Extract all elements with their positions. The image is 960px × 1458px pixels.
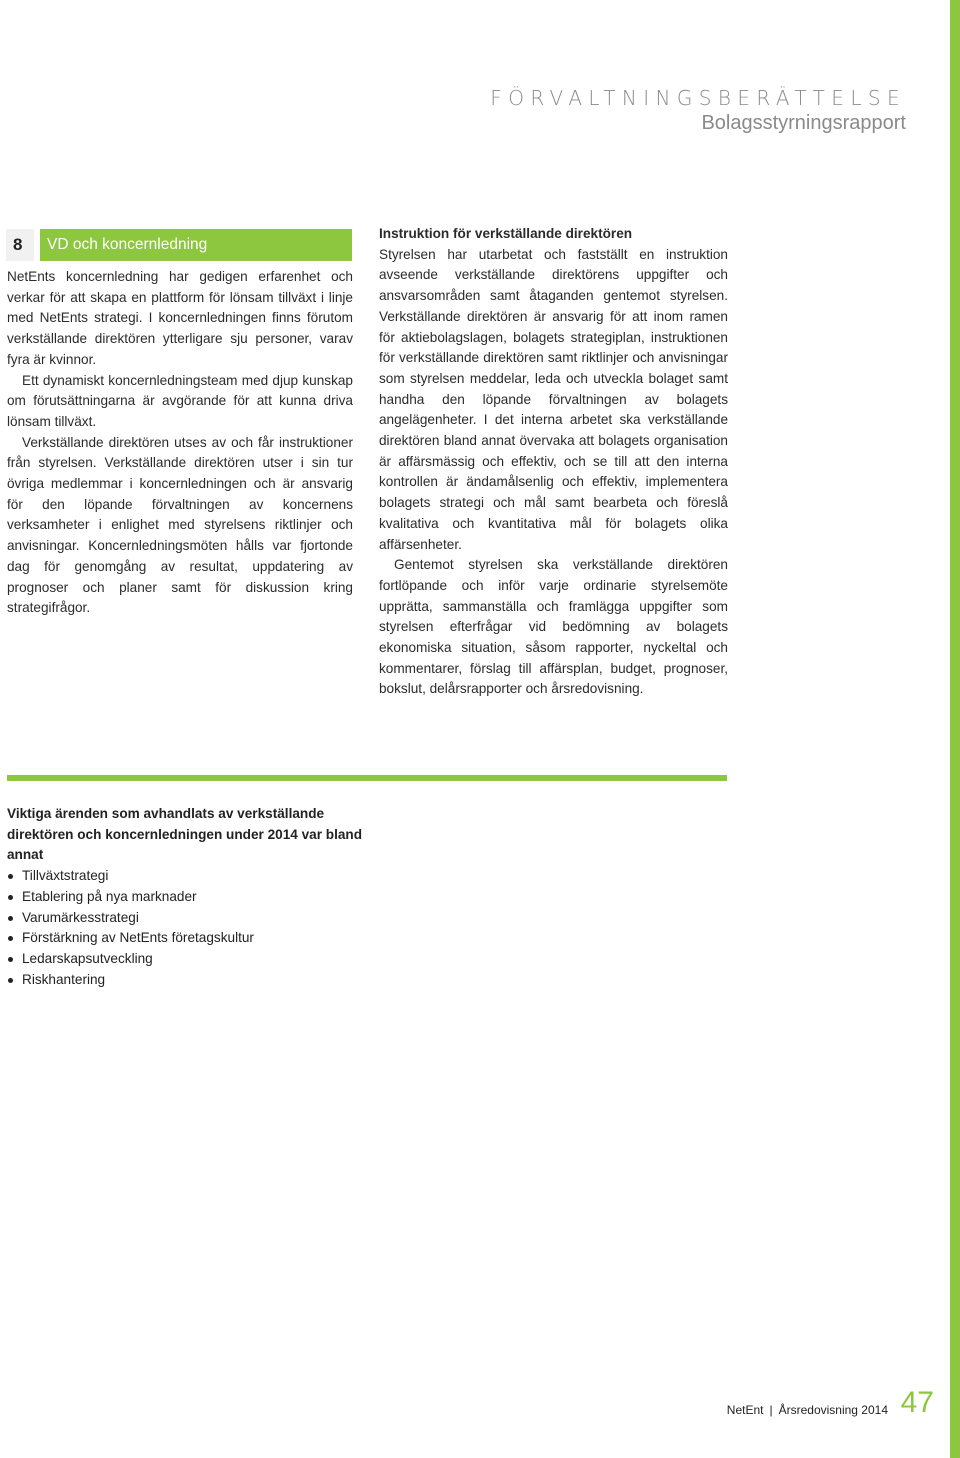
- list-item-text: Etablering på nya marknader: [22, 888, 197, 904]
- important-matters-title: Viktiga ärenden som avhandlats av verkställande direktören och koncernledningen under 2014 var bland annat: [7, 806, 363, 863]
- left-paragraph-3: Verkställande direktören utses av och får instruktioner från styrelsen. Verkställande direktören utser i sin tur övriga medlemmar i koncernledningen och är ansvarig för den löpande förvaltningen av koncernens verksamheter i enlighet med styrelsens riktlinjer och anvisningar. Koncernledningsmöten hålls var fjortonde dag för genomgång av resultat, uppdatering av prognoser och planer samt för diskussion kring strategifrågor.: [7, 434, 353, 616]
- list-item-text: Förstärkning av NetEnts företagskultur: [22, 930, 254, 946]
- page-number: 47: [900, 1386, 934, 1419]
- important-matters-list: [7, 866, 367, 990]
- list-item-text: Ledarskapsutveckling: [22, 950, 153, 966]
- section-title: VD och koncernledning: [40, 229, 352, 261]
- list-item-text: Varumärkesstrategi: [22, 909, 139, 925]
- list-item-text: Riskhantering: [22, 971, 106, 987]
- footer-report: Årsredovisning 2014: [778, 1403, 888, 1417]
- bullet-icon: [8, 957, 13, 962]
- footer-company: NetEnt: [726, 1403, 764, 1417]
- list-item: [7, 970, 367, 991]
- right-paragraph-1: Styrelsen har utarbetat och fastställt en instruktion avseende verkställande direktörens uppgifter och ansvarsområden samt åtaganden gentemot styrelsen. Verkställande direktören är ansvarig för att inom ramen för aktiebolagslagen, bolagets strategiplan, instruktionen för verkställande direktören samt riktlinjer och anvisningar som styrelsen meddelar, leda och utveckla bolaget samt handha den löpande förvaltningen av bolagets angelägenheter. I det interna arbetet ska verkställande direktören bland annat övervaka att bolagets organisation är affärsmässig och effektiv, och se till att den interna kontrollen är ändamålsenlig och effektiv, implementera bolagets strategi och mål samt bearbeta och föreslå kvalitativa och kvantitativa mål för bolagets olika affärsenheter.: [379, 246, 728, 552]
- left-column: [7, 267, 353, 619]
- important-matters-box: [7, 804, 367, 990]
- bullet-icon: [8, 936, 13, 941]
- right-column: [379, 224, 728, 700]
- left-paragraph-2: Ett dynamiskt koncernledningsteam med djup kunskap om förutsättningarna är avgörande för att kunna driva lönsam tillväxt.: [7, 372, 353, 429]
- section-number: 8: [6, 229, 34, 261]
- list-item: [7, 908, 367, 929]
- header-section-title: FÖRVALTNINGSBERÄTTELSE: [490, 86, 906, 110]
- bullet-icon: [8, 978, 13, 983]
- section-divider: [7, 775, 727, 781]
- section-heading: [6, 229, 352, 261]
- header-subsection-title: Bolagsstyrningsrapport: [701, 112, 906, 134]
- left-paragraph-1: NetEnts koncernledning har gedigen erfarenhet och verkar för att skapa en plattform för lönsam tillväxt i linje med NetEnts strategi. I koncernledningen finns förutom verkställande direktören ytterligare sju personer, varav fyra är kvinnor.: [7, 269, 353, 367]
- right-paragraph-2: Gentemot styrelsen ska verkställande direktören fortlöpande och inför varje ordinarie styrelsemöte upprätta, sammanställa och framlägga uppgifter som styrelsen efterfrågar vid bedömning av bolagets ekonomiska situation, såsom rapporter, nyckeltal och kommentarer, förslag till affärsplan, budget, prognoser, bokslut, delårsrapporter och årsredovisning.: [379, 557, 728, 697]
- list-item-text: Tillväxtstrategi: [22, 868, 109, 884]
- bullet-icon: [8, 874, 13, 879]
- footer-separator: |: [769, 1403, 773, 1417]
- instruction-heading: Instruktion för verkställande direktören: [379, 226, 633, 241]
- list-item: [7, 866, 367, 887]
- list-item: [7, 928, 367, 949]
- list-item: [7, 949, 367, 970]
- right-edge-accent-bar: [950, 0, 960, 1458]
- bullet-icon: [8, 916, 13, 921]
- footer: [727, 1403, 888, 1417]
- list-item: [7, 887, 367, 908]
- bullet-icon: [8, 895, 13, 900]
